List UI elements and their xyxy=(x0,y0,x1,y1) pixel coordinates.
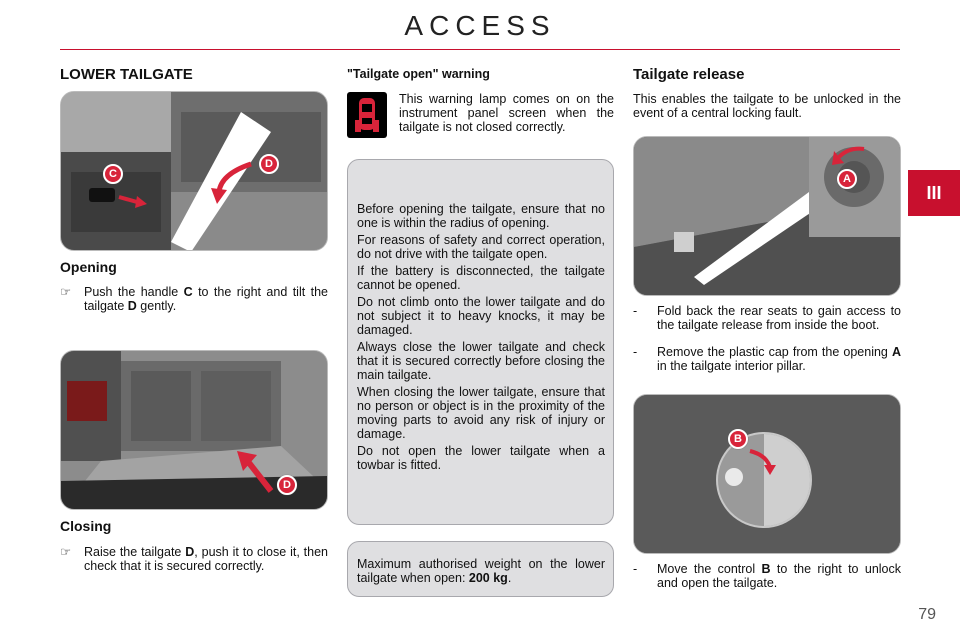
warning-text: This warning lamp comes on on the instrument panel screen when the tailgate is not closed correctly. xyxy=(399,92,614,134)
closing-instruction: ☞ Raise the tailgate D, push it to close it, then check that it is secured correctly. xyxy=(60,545,329,573)
warning-heading: "Tailgate open" warning xyxy=(347,67,490,81)
pointing-hand-icon: ☞ xyxy=(60,285,72,299)
safety-note: Do not open the lower tailgate when a towbar is fitted. xyxy=(357,444,605,472)
safety-note: For reasons of safety and correct operation, do not drive with the tailgate open. xyxy=(357,233,605,261)
opening-instruction: ☞ Push the handle C to the right and tilt the tailgate D gently. xyxy=(60,285,328,313)
tailgate-release-intro: This enables the tailgate to be unlocked in the event of a central locking fault. xyxy=(633,92,901,120)
safety-note: If the battery is disconnected, the tailgate cannot be opened. xyxy=(357,264,605,292)
safety-notes-box xyxy=(347,159,614,525)
pointing-hand-icon: ☞ xyxy=(60,545,72,559)
tailgate-open-warning-lamp-icon xyxy=(347,92,387,138)
page-title: ACCESS xyxy=(404,10,556,41)
release-step-2: - Remove the plastic cap from the opening A in the tailgate interior pillar. xyxy=(633,345,901,373)
max-weight-text: Maximum authorised weight on the lower tailgate when open: 200 kg. xyxy=(357,557,605,585)
lower-tailgate-closing-photo xyxy=(60,350,328,510)
opening-illustration xyxy=(61,92,328,251)
tailgate-release-control-photo xyxy=(633,394,901,554)
safety-note: Always close the lower tailgate and check that it is secured correctly before closing the main tailgate. xyxy=(357,340,605,382)
title-rule xyxy=(60,49,900,50)
safety-note: When closing the lower tailgate, ensure that no person or object is in the proximity of the moving parts to avoid any risk of injury or damage. xyxy=(357,385,605,441)
callout-d-closing: D xyxy=(277,475,297,495)
section-tab[interactable]: III xyxy=(908,170,960,216)
pillar-illustration xyxy=(634,137,901,296)
callout-c: C xyxy=(103,164,123,184)
callout-d: D xyxy=(259,154,279,174)
section-heading-lower-tailgate: LOWER TAILGATE xyxy=(60,66,193,83)
tailgate-release-heading: Tailgate release xyxy=(633,66,745,83)
tailgate-release-pillar-photo xyxy=(633,136,901,296)
release-step-1: - Fold back the rear seats to gain access to the tailgate release from inside the boot. xyxy=(633,304,901,332)
max-weight-box xyxy=(347,541,614,597)
safety-note: Before opening the tailgate, ensure that no one is within the radius of opening. xyxy=(357,202,605,230)
safety-note: Do not climb onto the lower tailgate and do not subject it to heavy knocks, it may be damaged. xyxy=(357,295,605,337)
callout-b: B xyxy=(728,429,748,449)
closing-heading: Closing xyxy=(60,518,112,534)
lower-tailgate-opening-photo xyxy=(60,91,328,251)
release-step-3: - Move the control B to the right to unlock and open the tailgate. xyxy=(633,562,901,590)
control-illustration xyxy=(634,395,901,554)
opening-heading: Opening xyxy=(60,259,117,275)
page-number: 79 xyxy=(918,606,936,623)
callout-a: A xyxy=(837,169,857,189)
max-weight-value: 200 kg xyxy=(468,571,508,585)
